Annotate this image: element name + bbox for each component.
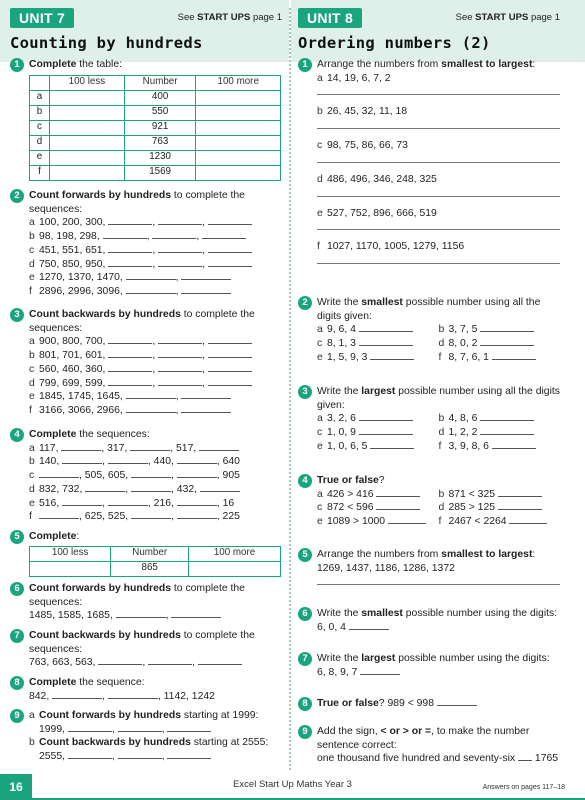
- sequence-item: c 451, 551, 651, , ,: [29, 244, 282, 258]
- answer-line[interactable]: [317, 575, 560, 585]
- column-divider: [289, 8, 291, 770]
- sequence-item: a 100, 200, 300, , ,: [29, 216, 282, 230]
- question-2: 2 Write the smallest possible number using all the digits given: a 9, 6, 4 b 3, 7, 5 c 8, 1, 3 d 8, 0, 2 e 1, 5, 9, 3 f 8, 7, 6, 1: [298, 296, 560, 365]
- answer-cell[interactable]: [50, 120, 125, 135]
- question-1: 1 Complete the table: 100 less Number 100 more a 400 b 550 c 921 d 763 e 1230 f 1569: [10, 58, 282, 181]
- question-4: 4 Complete the sequences: a 117, , 317, , 517, b 140, , , 440, , 640 c , 505, 605, , , 905 d 832, 732, , , 432, e 516, , , 216, , 16 f , 625, 525, , , 225: [10, 428, 282, 524]
- answer-line[interactable]: [317, 187, 560, 197]
- question-3: 3 Write the largest possible number using all the digits given: a 3, 2, 6 b 4, 8, 6 c 1, 0, 9 d 1, 2, 2 e 1, 0, 6, 5 f 3, 9, 8, 6: [298, 385, 560, 454]
- answers-reference: Answers on pages 117–18: [482, 783, 565, 791]
- question-4: 4 True or false? a 426 > 416 b 871 < 325 c 872 < 596 d 285 > 125 e 1089 > 1000 f 2467 < 2264: [298, 474, 560, 529]
- question-2: 2 Count forwards by hundreds to complete the sequences: a 100, 200, 300, , , b 98, 198, 298, , , c 451, 551, 651, , , d 750, 850, 950, , , e 1270, 1370, 1470, , f 2896, 2996, 3096, ,: [10, 189, 282, 299]
- unit-8-column: [298, 0, 560, 770]
- answer-cell[interactable]: [30, 561, 111, 576]
- sequence-item: d 750, 850, 950, , ,: [29, 258, 282, 272]
- page-number: 16: [0, 774, 32, 800]
- question-7: 7 Count backwards by hundreds to complete the sequences: 763, 663, 563, , ,: [10, 629, 282, 670]
- sequence-item: b 98, 198, 298, , ,: [29, 230, 282, 244]
- answer-cell[interactable]: [50, 90, 125, 105]
- table-865: 100 less Number 100 more 865: [29, 546, 281, 577]
- question-6: 6 Count forwards by hundreds to complete the sequences: 1485, 1585, 1685, ,: [10, 582, 282, 623]
- question-5: 5 Arrange the numbers from smallest to largest: 1269, 1437, 1186, 1286, 1372: [298, 548, 560, 585]
- answer-line[interactable]: [317, 254, 560, 264]
- answer-line[interactable]: [317, 85, 560, 95]
- see-start-ups-ref: See START UPS page 1: [455, 12, 560, 23]
- book-title: Excel Start Up Maths Year 3: [233, 779, 352, 791]
- sequence-item: c 560, 460, 360, , ,: [29, 363, 282, 377]
- question-9: 9 Add the sign, < or > or =, to make the number sentence correct: one thousand five hundred and seventy-six 1765: [298, 725, 560, 766]
- unit-7-badge: UNIT 7: [10, 8, 74, 28]
- sequence-item: e 1270, 1370, 1470, ,: [29, 271, 282, 285]
- answer-cell[interactable]: [189, 561, 281, 576]
- question-9: 9 a Count forwards by hundreds starting at 1999: 1999, , , b Count backwards by hundreds starting at 2555: 2555, , ,: [10, 709, 282, 764]
- question-8: 8 True or false? 989 < 998: [298, 697, 560, 711]
- question-number: 1: [10, 58, 24, 72]
- answer-cell[interactable]: [50, 150, 125, 165]
- answer-line[interactable]: [317, 153, 560, 163]
- page-footer: [0, 772, 585, 800]
- sequence-item: f 3166, 3066, 2966, ,: [29, 404, 282, 418]
- answer-cell[interactable]: [196, 150, 281, 165]
- sequence-item: b 801, 701, 601, , ,: [29, 349, 282, 363]
- question-6: 6 Write the smallest possible number using the digits: 6, 0, 4: [298, 607, 560, 634]
- unit-8-badge: UNIT 8: [298, 8, 362, 28]
- answer-cell[interactable]: [196, 105, 281, 120]
- question-3: 3 Count backwards by hundreds to complete the sequences: a 900, 800, 700, , , b 801, 701, 601, , , c 560, 460, 360, , , d 799, 699, 599, , , e 1845, 1745, 1645, , f 3166, 3066, 2966, ,: [10, 308, 282, 418]
- see-start-ups-ref: See START UPS page 1: [177, 12, 282, 23]
- unit-7-title: Counting by hundreds: [10, 34, 203, 52]
- hundreds-table: 100 less Number 100 more a 400 b 550 c 921 d 763 e 1230 f 1569: [29, 75, 281, 181]
- question-5: 5 Complete: 100 less Number 100 more 865: [10, 530, 282, 577]
- sequence-item: d 799, 699, 599, , ,: [29, 377, 282, 391]
- answer-cell[interactable]: [50, 105, 125, 120]
- question-1: 1 Arrange the numbers from smallest to largest: a 14, 19, 6, 7, 2 b 26, 45, 32, 11, 18 c 98, 75, 86, 66, 73 d 486, 496, 346, 248, 325 e 527, 752, 896, 666, 519 f 1027, 1170, 1005, 1279, 1156: [298, 58, 560, 264]
- sequence-item: f 2896, 2996, 3096, ,: [29, 285, 282, 299]
- answer-cell[interactable]: [50, 165, 125, 180]
- sequence-item: a 900, 800, 700, , ,: [29, 335, 282, 349]
- question-7: 7 Write the largest possible number using the digits: 6, 8, 9, 7: [298, 652, 560, 679]
- answer-line[interactable]: [317, 220, 560, 230]
- answer-cell[interactable]: [196, 165, 281, 180]
- answer-cell[interactable]: [196, 135, 281, 150]
- answer-line[interactable]: [317, 119, 560, 129]
- unit-8-title: Ordering numbers (2): [298, 34, 491, 52]
- answer-cell[interactable]: [196, 90, 281, 105]
- unit-7-column: [10, 0, 282, 770]
- answer-cell[interactable]: [196, 120, 281, 135]
- answer-cell[interactable]: [50, 135, 125, 150]
- sequence-item: e 1845, 1745, 1645, ,: [29, 390, 282, 404]
- question-8: 8 Complete the sequence: 842, , , 1142, 1242: [10, 676, 282, 703]
